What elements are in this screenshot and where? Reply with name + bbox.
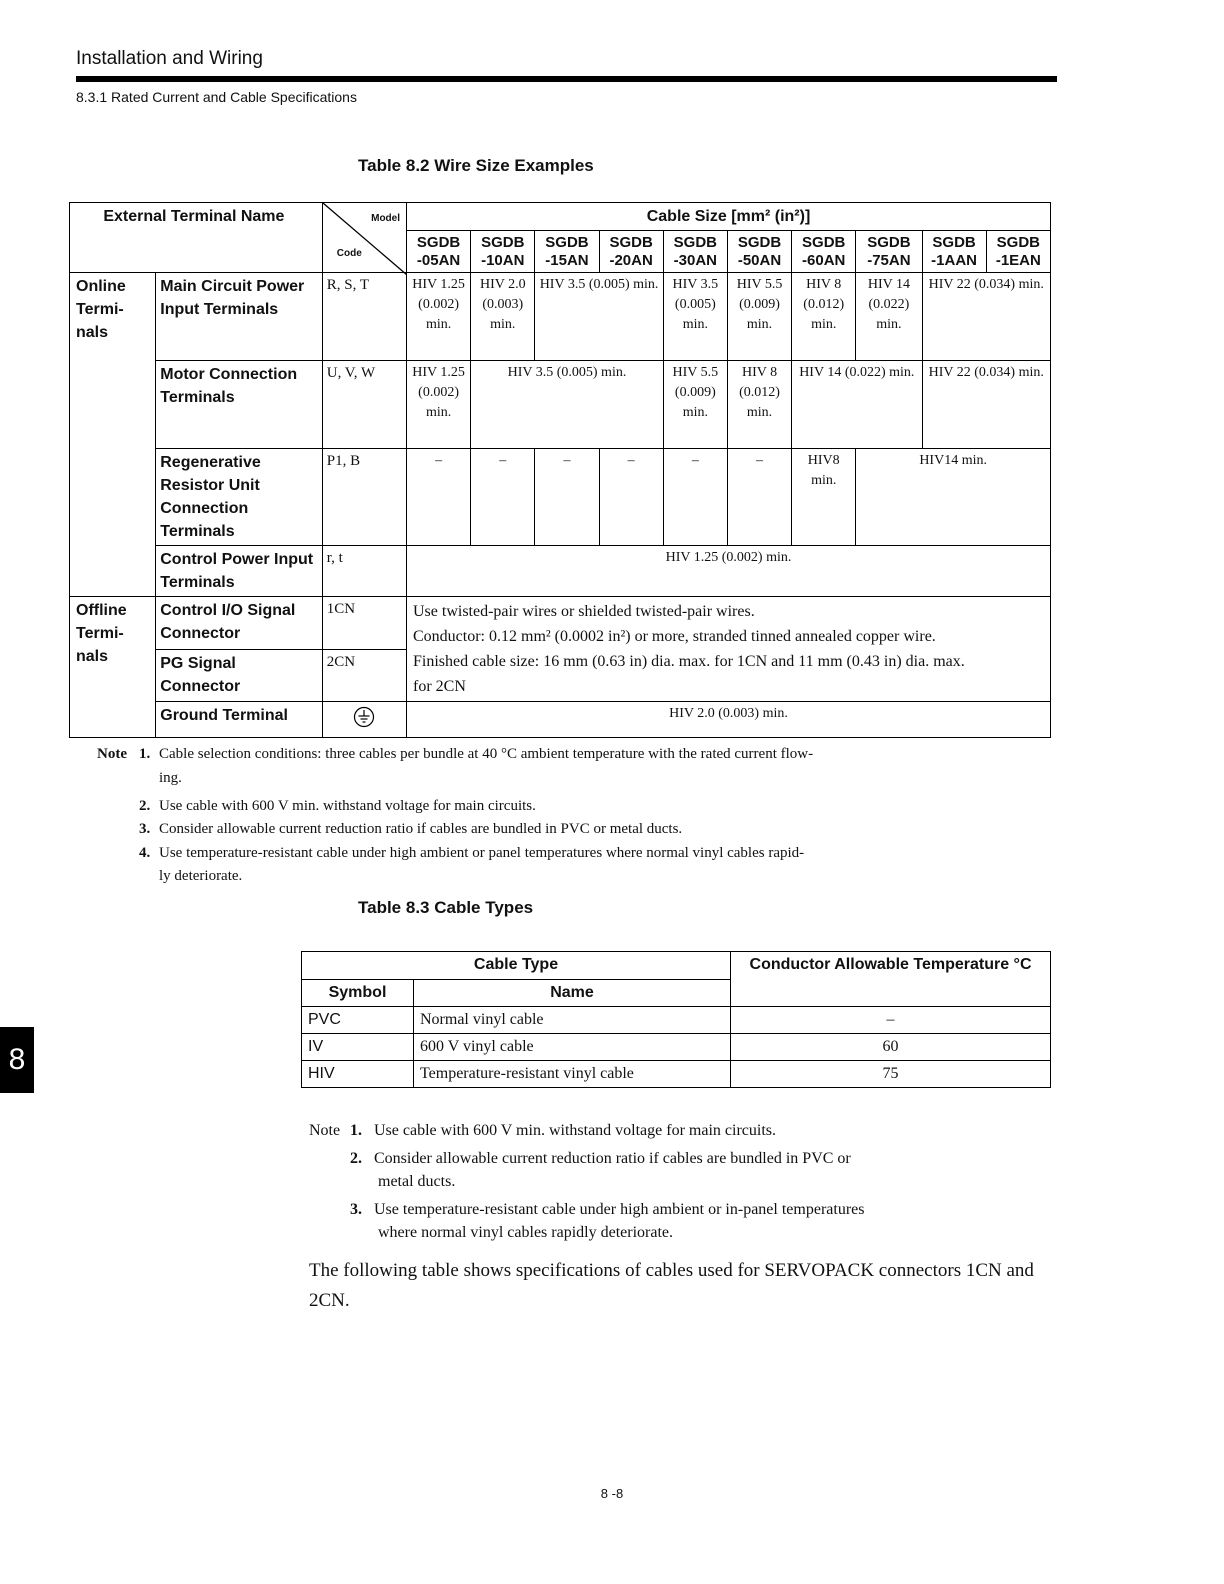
motor-10an-20an: HIV 3.5 (0.005) min. [471,361,664,449]
motor-50an: HIV 8 (0.012) min. [727,361,791,449]
offline-spec-line: Use twisted-pair wires or shielded twisted-pair wires. [413,603,755,620]
note-number: 2. [350,1150,362,1167]
motor-60an-75an: HIV 14 (0.022) min. [792,361,922,449]
main-circuit-50an: HIV 5.5 (0.009) min. [727,273,791,361]
cable-size-header: Cable Size [mm² (in²)] [407,203,1051,231]
regen-15an: – [535,449,599,546]
cable-type-header: Cable Type [302,952,731,980]
main-circuit-10an: HIV 2.0 (0.003) min. [471,273,535,361]
table-8-2-caption: Table 8.2 Wire Size Examples [358,156,594,175]
cable-name: 600 V vinyl cable [414,1034,731,1061]
subsection-title: 8.3.1 Rated Current and Cable Specifications [76,89,357,105]
note-text: Use cable with 600 V min. withstand voltage for main circuits. [159,798,536,814]
regen-10an: – [471,449,535,546]
control-io-name: Control I/O Signal Connector [156,597,323,650]
table-row [302,1034,1051,1061]
cable-name: Temperature-resistant vinyl cable [414,1061,731,1088]
note-number: 4. [139,845,151,861]
pg-signal-name: PG Signal Connector [156,650,323,702]
cable-types-table [301,951,1051,1088]
note-text: Use temperature-resistant cable under high ambient or in-panel temperatures [374,1201,865,1218]
model-header: SGDB -10AN [471,231,535,273]
note-text: where normal vinyl cables rapidly deteriorate. [378,1224,673,1241]
cable-symbol: HIV [302,1061,414,1088]
table-8-3-caption: Table 8.3 Cable Types [358,898,534,917]
note-text: Cable selection conditions: three cables per bundle at 40 °C ambient temperature with the rated current flow- [159,746,814,762]
control-power-value: HIV 1.25 (0.002) min. [407,546,1051,597]
body-paragraph [309,1256,1034,1316]
main-circuit-15an-20an: HIV 3.5 (0.005) min. [535,273,663,361]
cable-symbol: IV [302,1034,414,1061]
regenerative-resistor-name: Regenerative Resistor Unit Connection Terminals [156,449,323,546]
note-text: Consider allowable current reduction ratio if cables are bundled in PVC or metal ducts. [159,821,683,837]
motor-1aan-1ean: HIV 22 (0.034) min. [922,361,1051,449]
model-header: SGDB -20AN [599,231,663,273]
main-circuit-75an: HIV 14 (0.022) min. [856,273,922,361]
offline-terminals-label: Offline Termi- nals [70,597,156,738]
regen-20an: – [599,449,663,546]
regen-75an-1ean: HIV14 min. [856,449,1051,546]
model-header: SGDB -60AN [792,231,856,273]
model-header: SGDB -75AN [856,231,922,273]
cable-symbol: PVC [302,1007,414,1034]
ground-value: HIV 2.0 (0.003) min. [407,702,1051,738]
main-circuit-code: R, S, T [322,273,406,361]
note-text: ing. [159,770,182,786]
offline-spec-line: Conductor: 0.12 mm² (0.0002 in²) or more, stranded tinned annealed copper wire. [413,628,936,645]
symbol-header: Symbol [302,980,414,1007]
ground-terminal-name: Ground Terminal [156,702,323,738]
main-circuit-name: Main Circuit Power Input Terminals [156,273,323,361]
external-terminal-name-header: External Terminal Name [70,203,323,273]
note-text: Use cable with 600 V min. withstand voltage for main circuits. [374,1122,776,1139]
note-text: metal ducts. [378,1173,456,1190]
page-number: 8 -8 [600,1486,624,1501]
motor-30an: HIV 5.5 (0.009) min. [663,361,727,449]
offline-spec-line: Finished cable size: 16 mm (0.63 in) dia. max. for 1CN and 11 mm (0.43 in) dia. max. [413,653,965,670]
pg-signal-code: 2CN [322,650,406,702]
motor-connection-code: U, V, W [322,361,406,449]
name-header: Name [414,980,731,1007]
regen-60an: HIV8 min. [792,449,856,546]
ground-icon [353,706,375,728]
header-rule [76,76,1057,82]
model-header: SGDB -1AAN [922,231,986,273]
model-label: Model [371,213,400,224]
regenerative-resistor-code: P1, B [322,449,406,546]
model-header: SGDB -05AN [407,231,471,273]
control-power-name: Control Power Input Terminals [156,546,323,597]
allowable-temp-header: Conductor Allowable Temperature °C [731,952,1051,1007]
cable-temp: 75 [731,1061,1051,1088]
motor-05an: HIV 1.25 (0.002) min. [407,361,471,449]
table-row [302,1007,1051,1034]
body-line: 2CN. [309,1290,350,1311]
code-label: Code [336,248,362,259]
model-header: SGDB -15AN [535,231,599,273]
control-power-code: r, t [322,546,406,597]
body-line: The following table shows specifications of cables used for SERVOPACK connectors 1CN and [309,1260,1034,1281]
main-circuit-30an: HIV 3.5 (0.005) min. [663,273,727,361]
main-circuit-1aan-1ean: HIV 22 (0.034) min. [922,273,1051,361]
cable-temp: 60 [731,1034,1051,1061]
offline-spec-line: for 2CN [413,678,466,695]
motor-connection-name: Motor Connection Terminals [156,361,323,449]
online-terminals-label: Online Termi- nals [70,273,156,597]
section-title: Installation and Wiring [76,48,263,69]
regen-30an: – [663,449,727,546]
regen-05an: – [407,449,471,546]
ground-symbol-cell [322,702,406,738]
main-circuit-05an: HIV 1.25 (0.002) min. [407,273,471,361]
note-text: Use temperature-resistant cable under high ambient or panel temperatures where normal vinyl cables rapid- [159,845,805,861]
model-code-diagonal-header [322,203,406,273]
model-header: SGDB -30AN [663,231,727,273]
main-circuit-60an: HIV 8 (0.012) min. [792,273,856,361]
note-number: 2. [139,798,151,814]
cable-temp: – [731,1007,1051,1034]
cable-name: Normal vinyl cable [414,1007,731,1034]
note-label: Note [97,746,127,762]
model-header: SGDB -1EAN [986,231,1050,273]
note-text: Consider allowable current reduction ratio if cables are bundled in PVC or [374,1150,851,1167]
note-number: 3. [139,821,151,837]
note-text: ly deteriorate. [159,868,243,884]
note-number: 3. [350,1201,362,1218]
table-row [302,1061,1051,1088]
model-header: SGDB -50AN [727,231,791,273]
wire-size-table [69,202,1051,738]
chapter-tab: 8 [0,1027,34,1093]
offline-cable-spec [407,597,1051,702]
control-io-code: 1CN [322,597,406,650]
note-label: Note [309,1122,341,1139]
regen-50an: – [727,449,791,546]
note-number: 1. [139,746,151,762]
note-number: 1. [350,1122,362,1139]
